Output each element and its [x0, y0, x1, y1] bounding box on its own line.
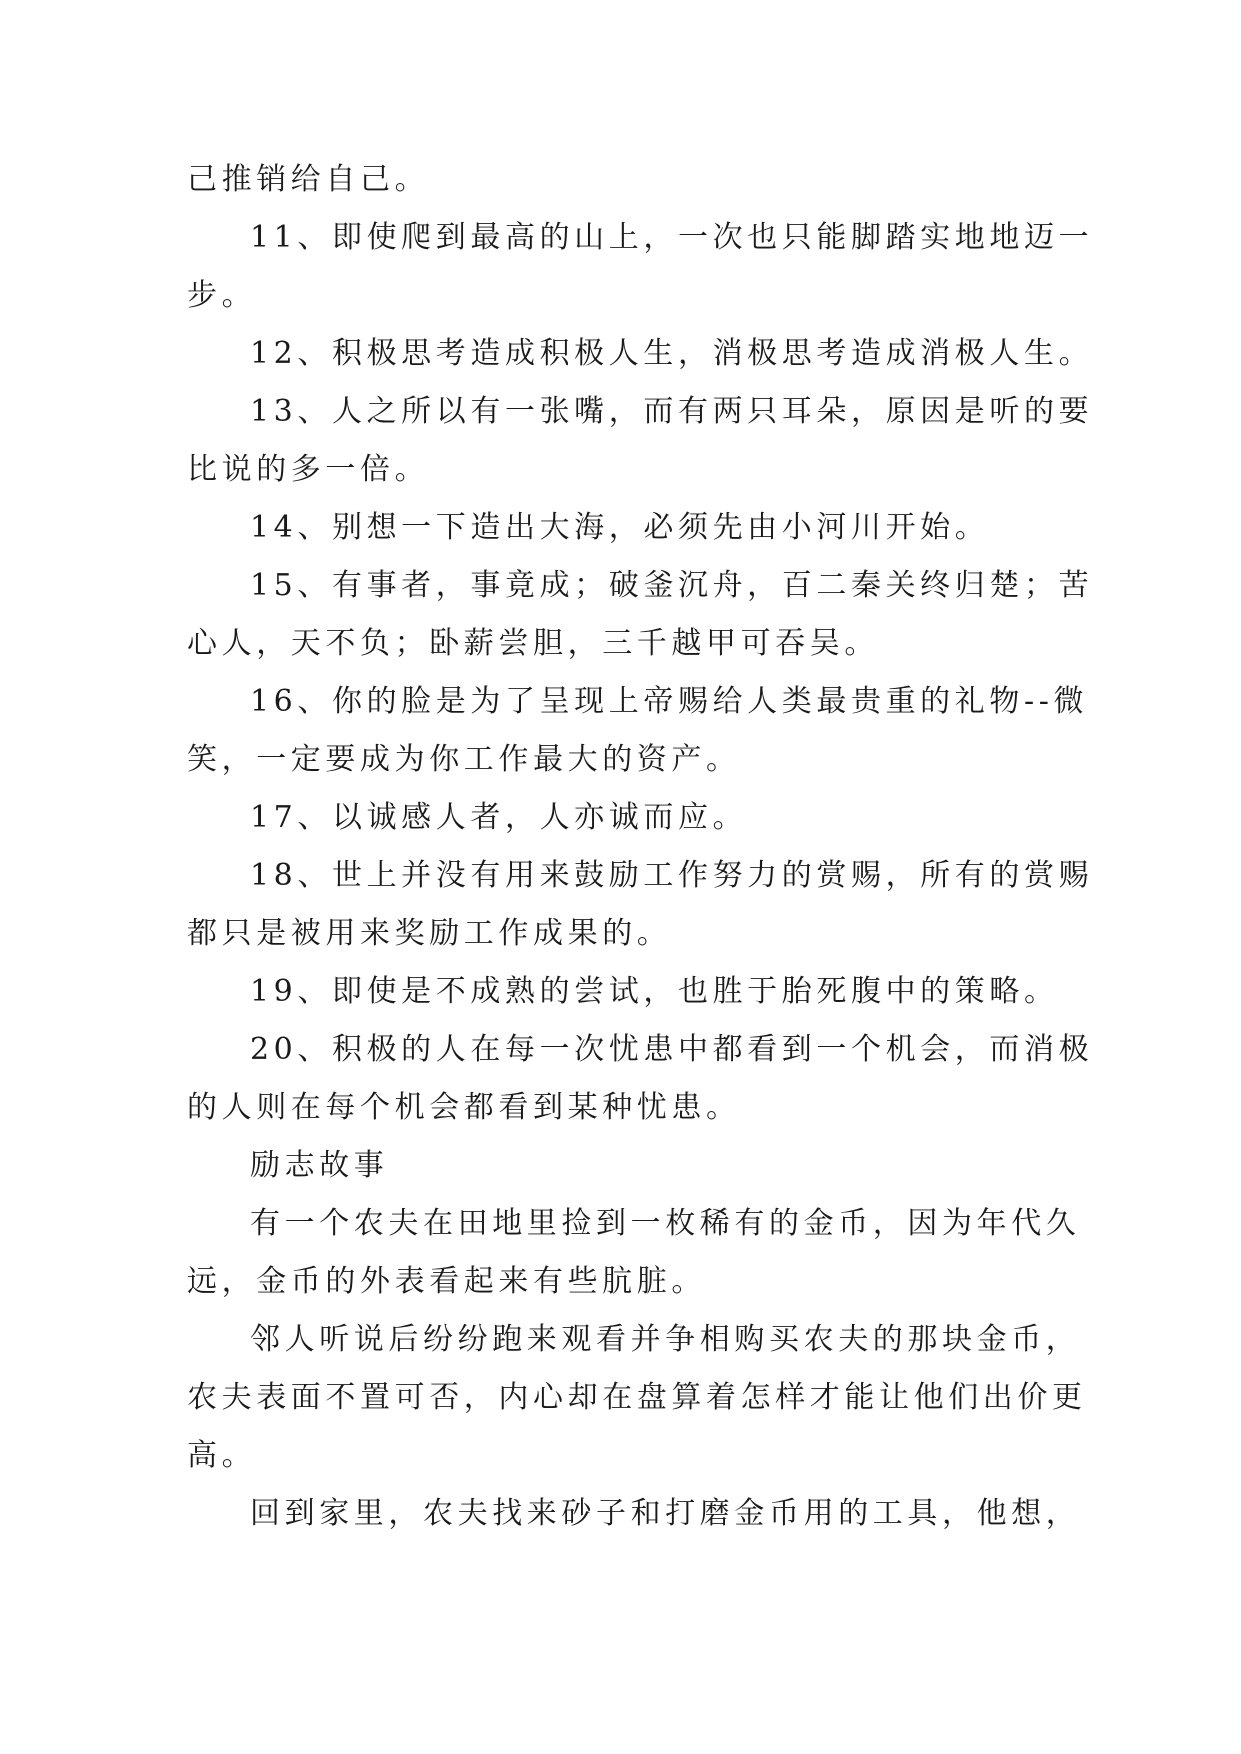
- text-line: 17、以诚感人者，人亦诚而应。: [250, 800, 748, 835]
- section-heading: 励志故事: [250, 1148, 389, 1183]
- text-line: 笑，一定要成为你工作最大的资产。: [187, 742, 741, 777]
- text-line: 12、积极思考造成积极人生，消极思考造成消极人生。: [250, 336, 1094, 371]
- text-line: 邻人听说后纷纷跑来观看并争相购买农夫的那块金币，: [250, 1322, 1081, 1357]
- text-line: 20、积极的人在每一次忧患中都看到一个机会，而消极: [250, 1032, 1094, 1067]
- text-line: 步。: [187, 278, 257, 313]
- text-line: 有一个农夫在田地里捡到一枚稀有的金币，因为年代久: [250, 1206, 1081, 1241]
- text-line: 15、有事者，事竟成；破釜沉舟，百二秦关终归楚；苦: [250, 568, 1094, 603]
- text-line: 16、你的脸是为了呈现上帝赐给人类最贵重的礼物--微: [250, 684, 1089, 719]
- text-line: 比说的多一倍。: [187, 452, 430, 487]
- text-line: 14、别想一下造出大海，必须先由小河川开始。: [250, 510, 990, 545]
- text-line: 11、即使爬到最高的山上，一次也只能脚踏实地地迈一: [250, 220, 1094, 255]
- text-line: 18、世上并没有用来鼓励工作努力的赏赐，所有的赏赐: [250, 858, 1094, 893]
- text-line: 都只是被用来奖励工作成果的。: [187, 916, 672, 951]
- document-body: [187, 151, 1094, 1543]
- text-line: 的人则在每个机会都看到某种忧患。: [187, 1090, 741, 1125]
- text-line: 19、即使是不成熟的尝试，也胜于胎死腹中的策略。: [250, 974, 1059, 1009]
- text-line: 13、人之所以有一张嘴，而有两只耳朵，原因是听的要: [250, 394, 1094, 429]
- text-line: 己推销给自己。: [187, 162, 430, 197]
- text-line: 高。: [187, 1438, 257, 1473]
- text-line: 心人，天不负；卧薪尝胆，三千越甲可吞吴。: [187, 626, 879, 661]
- text-line: 回到家里，农夫找来砂子和打磨金币用的工具，他想，: [250, 1496, 1081, 1531]
- text-line: 远，金币的外表看起来有些肮脏。: [187, 1264, 706, 1299]
- text-line: 农夫表面不置可否，内心却在盘算着怎样才能让他们出价更: [187, 1380, 1087, 1415]
